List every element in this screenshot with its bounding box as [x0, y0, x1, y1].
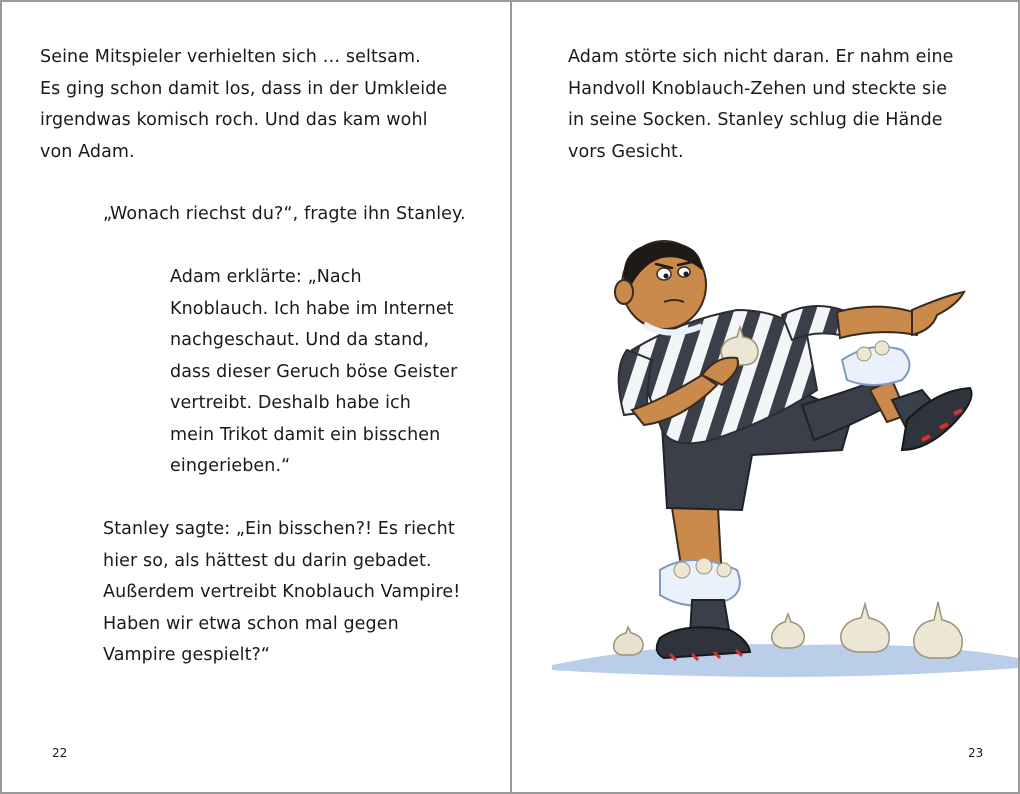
text-line: Seine Mitspieler verhielten sich … seltsam. — [40, 47, 421, 67]
left-paragraph-2 — [103, 199, 466, 231]
text-line: vertreibt. Deshalb habe ich — [170, 393, 411, 413]
raised-sock-cuff — [842, 347, 910, 385]
text-line: „Wonach riechst du?“, fragte ihn Stanley. — [103, 204, 466, 224]
text-line: hier so, als hättest du darin gebadet. — [103, 550, 432, 571]
page-number-left: 22 — [52, 746, 68, 760]
text-line: Stanley sagte: „Ein bisschen?! Es riecht — [103, 519, 455, 539]
left-paragraph-1 — [40, 42, 447, 168]
text-line: Adam störte sich nicht daran. Er nahm eine — [568, 47, 954, 67]
text-line: Handvoll Knoblauch-Zehen und steckte sie — [568, 78, 948, 99]
text-line: Knoblauch. Ich habe im Internet — [170, 298, 454, 319]
left-paragraph-4 — [103, 514, 460, 672]
text-line: Haben wir etwa schon mal gegen — [103, 613, 399, 634]
text-line: mein Trikot damit ein bisschen — [170, 424, 441, 445]
right-paragraph-1 — [568, 42, 954, 168]
text-line: Außerdem vertreibt Knoblauch Vampire! — [103, 582, 461, 602]
text-line: Adam erklärte: „Nach — [170, 267, 362, 287]
left-paragraph-3 — [170, 262, 457, 483]
page-number-right: 23 — [968, 746, 984, 760]
text-line: dass dieser Geruch böse Geister — [170, 361, 458, 382]
right-page — [512, 0, 1020, 794]
footballer-with-garlic-illustration — [552, 240, 1018, 680]
text-line: irgendwas komisch roch. Und das kam wohl — [40, 110, 428, 130]
text-line: nachgeschaut. Und da stand, — [170, 330, 430, 350]
text-line: Vampire gespielt?“ — [103, 645, 271, 665]
text-line: eingerieben.“ — [170, 456, 291, 476]
right-arm — [837, 307, 922, 338]
text-line: Es ging schon damit los, dass in der Umkleide — [40, 78, 448, 99]
text-line: von Adam. — [40, 141, 135, 162]
text-line: vors Gesicht. — [568, 141, 684, 162]
text-line: in seine Socken. Stanley schlug die Hände — [568, 110, 943, 130]
